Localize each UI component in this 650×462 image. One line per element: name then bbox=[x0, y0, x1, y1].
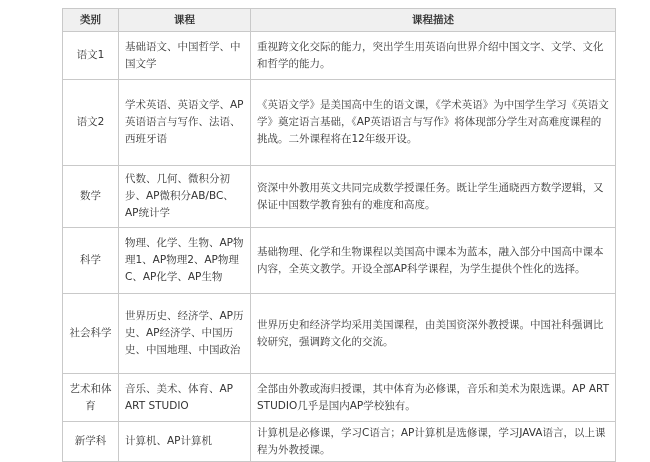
row-courses: 物理、化学、生物、AP物理1、AP物理2、AP物理C、AP化学、AP生物 bbox=[119, 228, 251, 294]
table-row bbox=[63, 294, 616, 374]
table-row bbox=[63, 228, 616, 294]
row-courses: 学术英语、英语文学、AP英语语言与写作、法语、西班牙语 bbox=[119, 80, 251, 166]
table-header-row bbox=[63, 9, 616, 32]
row-courses: 基础语文、中国哲学、中国文学 bbox=[119, 32, 251, 80]
row-description: 重视跨文化交际的能力，突出学生用英语向世界介绍中国文字、文学、文化和哲学的能力。 bbox=[251, 32, 616, 80]
row-courses: 计算机、AP计算机 bbox=[119, 422, 251, 462]
row-category: 艺术和体育 bbox=[63, 374, 119, 422]
row-description: 《英语文学》是美国高中生的语文课，《学术英语》为中国学生学习《英语文学》奠定语言基础，《AP英语语言与写作》将体现部分学生对高难度课程的挑战。二外课程将在12年级开设。 bbox=[251, 80, 616, 166]
header-courses: 课程 bbox=[119, 9, 251, 32]
row-courses: 代数、几何、微积分初步、AP微积分AB/BC、AP统计学 bbox=[119, 166, 251, 228]
row-category: 科学 bbox=[63, 228, 119, 294]
table-row bbox=[63, 80, 616, 166]
row-category: 新学科 bbox=[63, 422, 119, 462]
row-description: 全部由外教或海归授课，其中体育为必修课，音乐和美术为限选课。AP ART STUDIO几乎是国内AP学校独有。 bbox=[251, 374, 616, 422]
row-category: 数学 bbox=[63, 166, 119, 228]
row-description: 世界历史和经济学均采用美国课程，由美国资深外教授课。中国社科强调比较研究，强调跨文化的交流。 bbox=[251, 294, 616, 374]
row-description: 基础物理、化学和生物课程以美国高中课本为蓝本，融入部分中国高中课本内容，全英文教学。开设全部AP科学课程，为学生提供个性化的选择。 bbox=[251, 228, 616, 294]
header-description: 课程描述 bbox=[251, 9, 616, 32]
row-description: 资深中外教用英文共同完成数学授课任务。既让学生通晓西方数学逻辑，又保证中国数学教育独有的难度和高度。 bbox=[251, 166, 616, 228]
course-table bbox=[62, 8, 616, 462]
table-row bbox=[63, 374, 616, 422]
row-category: 语文1 bbox=[63, 32, 119, 80]
header-category: 类别 bbox=[63, 9, 119, 32]
table-row bbox=[63, 422, 616, 462]
table-row bbox=[63, 166, 616, 228]
row-description: 计算机是必修课，学习C语言；AP计算机是选修课，学习JAVA语言，以上课程为外教授课。 bbox=[251, 422, 616, 462]
row-category: 语文2 bbox=[63, 80, 119, 166]
row-category: 社会科学 bbox=[63, 294, 119, 374]
row-courses: 音乐、美术、体育、AP ART STUDIO bbox=[119, 374, 251, 422]
course-table-container bbox=[62, 8, 616, 462]
table-row bbox=[63, 32, 616, 80]
row-courses: 世界历史、经济学、AP历史、AP经济学、中国历史、中国地理、中国政治 bbox=[119, 294, 251, 374]
